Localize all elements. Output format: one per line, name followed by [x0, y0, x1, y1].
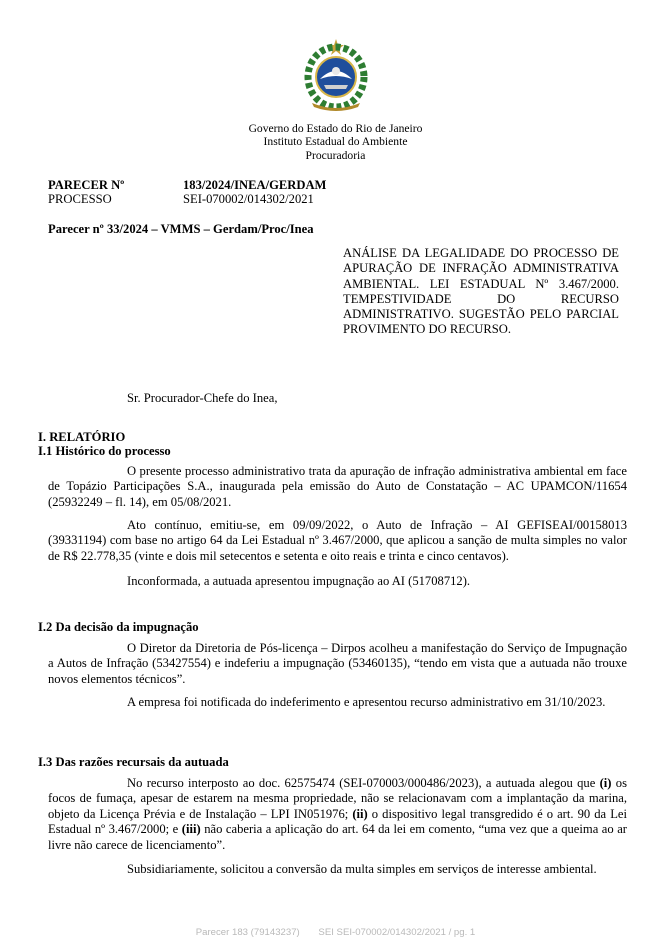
paragraph-1: O presente processo administrativo trata da apuração de infração administrativa ambiental em face de Topázio Participações S.A., inaugurada pela emissão do Auto de Constatação – AC UPAMCON/11654 (25932249 – fl. 14), em 05/08/2021.	[48, 464, 627, 509]
paragraph-3: Inconformada, a autuada apresentou impugnação ao AI (51708712).	[127, 574, 471, 588]
processo-number: SEI-070002/014302/2021	[183, 192, 314, 206]
footer-process-page: SEI SEI-070002/014302/2021 / pg. 1	[318, 927, 476, 938]
header-institute: Instituto Estadual do Ambiente	[263, 135, 408, 148]
paragraph-2: Ato contínuo, emitiu-se, em 09/09/2022, o Auto de Infração – AI GEFISEAI/00158013 (39331194) com base no artigo 64 da Lei Estadual nº 3.467/2000, que aplicou a sanção de multa simples no valor de R$ 22.778,35 (vinte e dois mil setecentos e setenta e oito reais e trinta e cinco centavos).	[48, 518, 627, 563]
salutation: Sr. Procurador-Chefe do Inea,	[127, 391, 278, 405]
page-footer	[0, 927, 671, 938]
processo-label: PROCESSO	[48, 192, 112, 206]
ementa: ANÁLISE DA LEGALIDADE DO PROCESSO DE APURAÇÃO DE INFRAÇÃO ADMINISTRATIVA AMBIENTAL. LEI ESTADUAL Nº 3.467/2000. TEMPESTIVIDADE DO RECURSO ADMINISTRATIVO. SUGESTÃO PELO PARCIAL PROVIMENTO DO RECURSO.	[343, 246, 619, 337]
section-decisao: I.2 Da decisão da impugnação	[38, 620, 199, 634]
paragraph-5: A empresa foi notificada do indeferimento e apresentou recurso administrativo em 31/10/2023.	[127, 695, 606, 709]
section-relatorio: I. RELATÓRIO	[38, 430, 126, 444]
section-historico: I.1 Histórico do processo	[38, 444, 171, 458]
parecer-number: 183/2024/INEA/GERDAM	[183, 178, 327, 192]
header-department: Procuradoria	[305, 149, 366, 162]
section-razoes: I.3 Das razões recursais da autuada	[38, 755, 229, 769]
paragraph-6: No recurso interposto ao doc. 62575474 (SEI-070003/000486/2023), a autuada alegou que (i) os focos de fumaça, apesar de estarem na mesma propriedade, não se relacionavam com a implantação da marina, objeto da Licença Prévia e de Instalação – LPI IN051976; (ii) o dispositivo legal transgredido é o art. 90 da Lei Estadual nº 3.467/2000; e (iii) não caberia a aplicação do art. 64 da lei em comento, “uma vez que a queima ao ar livre não carece de licenciamento”.	[48, 776, 627, 852]
parecer-title: Parecer nº 33/2024 – VMMS – Gerdam/Proc/Inea	[48, 222, 314, 236]
parecer-label: PARECER Nº	[48, 178, 125, 192]
header-government: Governo do Estado do Rio de Janeiro	[248, 122, 423, 135]
state-coat-of-arms	[302, 33, 370, 113]
footer-document-id: Parecer 183 (79143237)	[195, 927, 300, 938]
paragraph-7: Subsidiariamente, solicitou a conversão da multa simples em serviços de interesse ambiental.	[127, 862, 597, 876]
paragraph-4: O Diretor da Diretoria de Pós-licença – Dirpos acolheu a manifestação do Serviço de Impugnação a Autos de Infração (53427554) e indeferiu a impugnação (53460135), “tendo em vista que a autuada não trouxe novos elementos técnicos”.	[48, 641, 627, 686]
